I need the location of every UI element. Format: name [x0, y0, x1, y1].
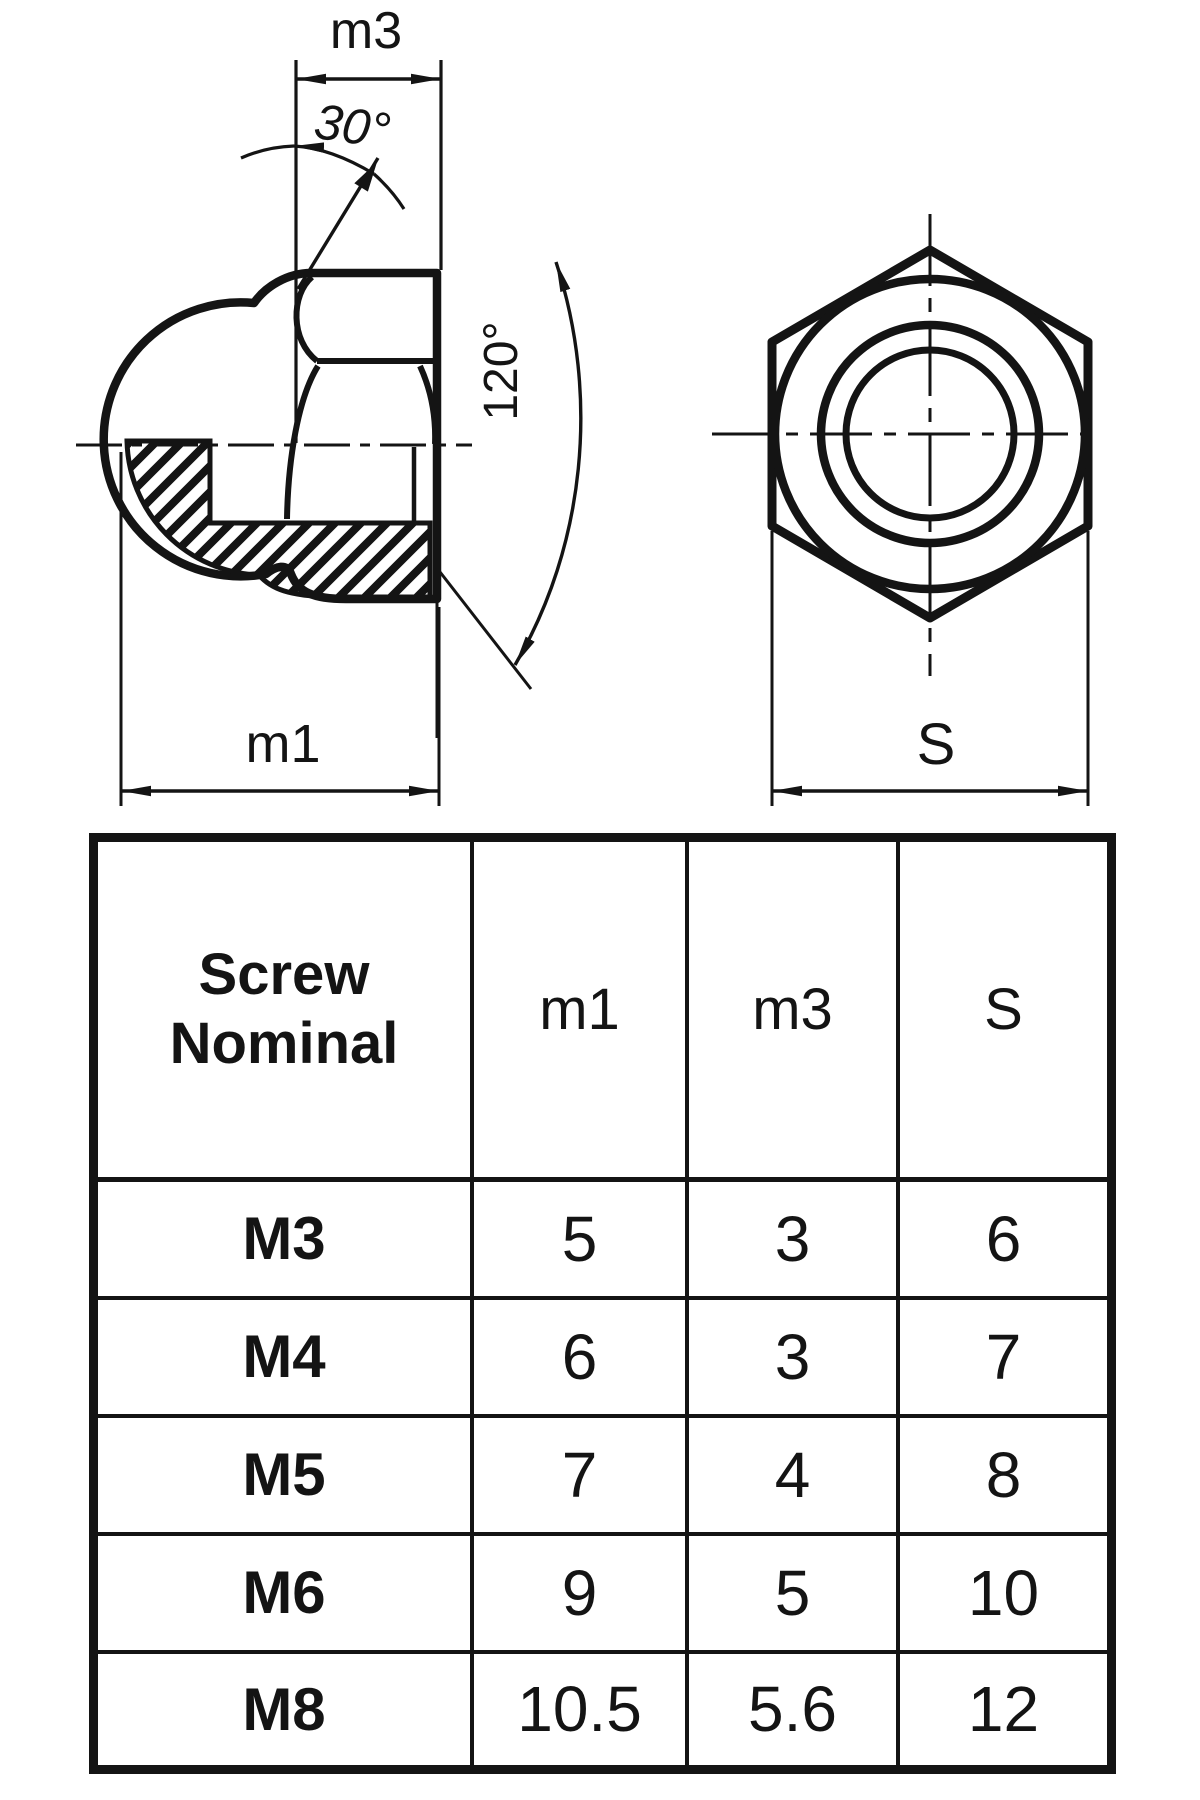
table-row-m8	[94, 1652, 1112, 1770]
angle-120-label: 120°	[475, 321, 528, 421]
cell-s: 10	[898, 1534, 1112, 1652]
angle-30-arc-tail-left	[241, 146, 294, 158]
m1-dimension-label: m1	[245, 714, 321, 774]
cell-m3: 3	[687, 1180, 898, 1298]
cell-screw: M6	[94, 1534, 473, 1652]
cell-screw: M3	[94, 1180, 473, 1298]
header-m1: m1	[472, 838, 687, 1180]
header-screw-line2: Nominal	[169, 1010, 399, 1076]
cell-m1: 6	[472, 1298, 687, 1416]
table-header-row	[94, 838, 1112, 1180]
cell-m1: 7	[472, 1416, 687, 1534]
header-screw-nominal	[94, 838, 473, 1180]
cell-m1: 9	[472, 1534, 687, 1652]
cell-s: 8	[898, 1416, 1112, 1534]
table-row-m6	[94, 1534, 1112, 1652]
cell-m3: 4	[687, 1416, 898, 1534]
cell-m3: 3	[687, 1298, 898, 1416]
cell-screw: M8	[94, 1652, 473, 1770]
header-screw-line1: Screw	[198, 942, 370, 1008]
m3-dimension-label: m3	[329, 2, 403, 60]
angle-30-label: 30°	[310, 93, 394, 160]
side-view-group	[76, 2, 581, 806]
cell-s: 7	[898, 1298, 1112, 1416]
spec-table	[89, 833, 1116, 1774]
header-s: S	[898, 838, 1112, 1180]
cell-screw: M4	[94, 1298, 473, 1416]
angle-120-leg-slant	[440, 572, 531, 689]
front-view-group	[712, 214, 1088, 806]
angle-30-arc-tail-right	[374, 174, 404, 209]
cell-m3: 5	[687, 1534, 898, 1652]
cell-screw: M5	[94, 1416, 473, 1534]
cell-m3: 5.6	[687, 1652, 898, 1770]
cell-s: 6	[898, 1180, 1112, 1298]
header-m3: m3	[687, 838, 898, 1180]
s-dimension-label: S	[916, 712, 956, 777]
table-row-m5	[94, 1416, 1112, 1534]
table-row-m3	[94, 1180, 1112, 1298]
cell-m1: 10.5	[472, 1652, 687, 1770]
cell-m1: 5	[472, 1180, 687, 1298]
table-row-m4	[94, 1298, 1112, 1416]
cell-s: 12	[898, 1652, 1112, 1770]
